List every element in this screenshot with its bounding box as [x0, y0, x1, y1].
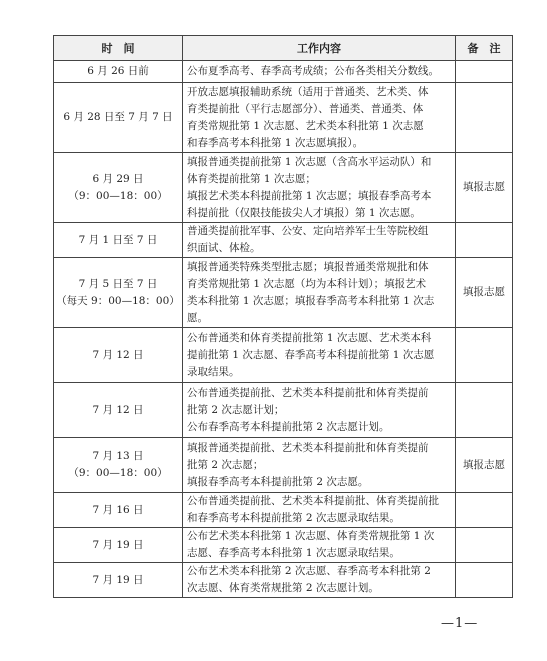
cell-content: [183, 153, 456, 223]
table-row: [54, 438, 513, 493]
content-line: 和春季高考本科批第 1 次志愿填报）。: [187, 136, 364, 149]
content-line: 录取结果。: [187, 365, 240, 378]
cell-content: [183, 438, 456, 493]
cell-note: [456, 383, 513, 438]
content-line: 类本科批第 1 次志愿；填报春季高考本科批第 1 次志: [187, 294, 435, 307]
time-line: （9：00—18：00）: [68, 467, 168, 479]
content-line: 填报艺术类本科提前批第 1 次志愿；填报春季高考本: [187, 189, 432, 202]
content-line: 普通类提前批军事、公安、定向培养军士生等院校组: [187, 225, 429, 237]
table-row: [54, 493, 513, 528]
content-line: 育类常规批第 1 次志愿、艺术类本科批第 1 次志愿: [187, 119, 424, 132]
content-line: 和春季高考本科提前批第 2 次志愿录取结果。: [187, 512, 400, 524]
header-content: 工作内容: [183, 36, 456, 61]
table-row: [54, 61, 513, 83]
cell-time: [54, 258, 183, 328]
cell-content: [183, 258, 456, 328]
content-line: 填报普通类提前批第 1 次志愿（含高水平运动队）和: [187, 155, 432, 168]
content-line: 填报春季高考本科提前批第 2 次志愿。: [187, 475, 369, 488]
cell-note: [456, 61, 513, 83]
cell-content: [183, 83, 456, 153]
time-line: 7 月 5 日至 7 日: [78, 277, 158, 290]
content-line: 公布普通类和体育类提前批第 1 次志愿、艺术类本科: [187, 331, 432, 344]
content-line: 愿。: [187, 311, 208, 324]
time-line: 7 月 12 日: [92, 403, 144, 416]
content-line: 填报普通类提前批、艺术类本科提前批和体育类提前: [187, 441, 429, 454]
cell-content: [183, 493, 456, 528]
table-row: [54, 383, 513, 438]
cell-time: [54, 328, 183, 383]
cell-time: [54, 563, 183, 598]
cell-time: [54, 383, 183, 438]
content-line: 织面试、体检。: [187, 242, 261, 254]
table-row: [54, 223, 513, 258]
content-line: 公布艺术类本科批第 1 次志愿、体育类常规批第 1 次: [187, 530, 435, 542]
cell-content: [183, 563, 456, 598]
schedule-table: [53, 35, 513, 598]
time-line: （每天 9：00—18：00）: [56, 294, 180, 307]
cell-content: [183, 61, 456, 83]
cell-time: [54, 61, 183, 83]
content-line: 填报普通类特殊类型批志愿；填报普通类常规批和体: [187, 260, 429, 273]
time-line: 7 月 19 日: [92, 573, 144, 586]
cell-note: 填报志愿: [456, 438, 513, 493]
table-row: [54, 528, 513, 563]
content-line: 公布普通类提前批、艺术类本科提前批、体育类提前批: [187, 495, 439, 507]
content-line: 志愿、春季高考本科批第 1 次志愿录取结果。: [187, 547, 400, 559]
content-line: 公布艺术类本科批第 2 次志愿、春季高考本科批第 2: [187, 565, 431, 577]
content-line: 育类提前批（平行志愿部分）、普通类、普通类、体: [187, 102, 424, 115]
content-line: 公布普通类提前批、艺术类本科提前批和体育类提前: [187, 386, 429, 399]
time-line: 7 月 16 日: [92, 503, 144, 516]
time-line: 7 月 19 日: [92, 538, 144, 551]
header-time: 时 间: [54, 36, 183, 61]
table-row: [54, 153, 513, 223]
cell-time: [54, 528, 183, 563]
time-line: 7 月 12 日: [92, 348, 144, 361]
content-line: 开放志愿填报辅助系统（适用于普通类、艺术类、体: [187, 85, 429, 98]
time-line: （9：00—18：00）: [68, 189, 168, 202]
cell-time: [54, 223, 183, 258]
cell-note: [456, 328, 513, 383]
header-note: 备 注: [456, 36, 513, 61]
time-line: 6 月 29 日: [92, 172, 144, 185]
cell-note: [456, 528, 513, 563]
cell-time: [54, 493, 183, 528]
cell-note: [456, 223, 513, 258]
cell-content: [183, 383, 456, 438]
time-line: 7 月 1 日至 7 日: [78, 233, 158, 246]
cell-time: [54, 153, 183, 223]
content-line: 科提前批（仅限技能拔尖人才填报）第 1 次志愿。: [187, 206, 421, 219]
content-line: 公布春季高考本科提前批第 2 次志愿计划。: [187, 420, 390, 433]
table-header-row: [54, 36, 513, 61]
time-line: 6 月 26 日前: [87, 65, 149, 77]
content-line: 公布夏季高考、春季高考成绩；公布各类相关分数线。: [187, 65, 439, 77]
cell-note: [456, 493, 513, 528]
cell-time: [54, 83, 183, 153]
content-line: 次志愿、体育类常规批第 2 次志愿计划。: [187, 582, 379, 594]
table-row: [54, 258, 513, 328]
content-line: 批第 2 次志愿计划；: [187, 403, 285, 416]
cell-note: 填报志愿: [456, 153, 513, 223]
cell-content: [183, 528, 456, 563]
content-line: 批第 2 次志愿；: [187, 458, 264, 471]
cell-content: [183, 223, 456, 258]
table-row: [54, 563, 513, 598]
cell-note: 填报志愿: [456, 258, 513, 328]
table-row: [54, 83, 513, 153]
cell-note: [456, 83, 513, 153]
cell-time: [54, 438, 183, 493]
content-line: 体育类提前批第 1 次志愿；: [187, 172, 316, 185]
content-line: 提前批第 1 次志愿、春季高考本科提前批第 1 次志愿: [187, 348, 435, 361]
page-number: —1—: [441, 616, 479, 631]
cell-content: [183, 328, 456, 383]
table-row: [54, 328, 513, 383]
cell-note: [456, 563, 513, 598]
content-line: 育类常规批第 1 次志愿（均为本科计划）；填报艺术: [187, 277, 427, 290]
time-line: 7 月 13 日: [92, 450, 144, 462]
time-line: 6 月 28 日至 7 月 7 日: [63, 111, 173, 123]
